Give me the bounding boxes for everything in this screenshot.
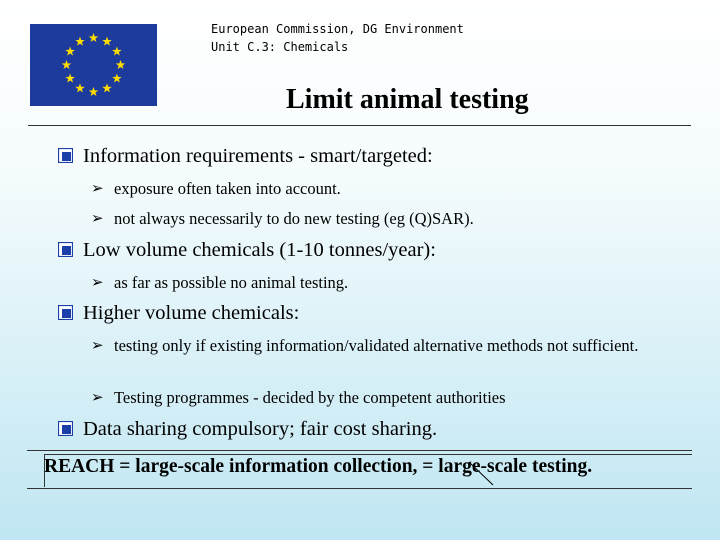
arrow-bullet-icon: ➢	[91, 338, 104, 354]
arrow-bullet-icon: ➢	[91, 181, 104, 197]
bullet-text: Low volume chemicals (1-10 tonnes/year):	[83, 239, 436, 261]
bullet-text: Information requirements - smart/targeted:	[83, 145, 433, 167]
sub-bullet-text: Testing programmes - decided by the competent authorities	[114, 388, 506, 407]
square-bullet-icon	[58, 305, 73, 320]
title-divider	[28, 125, 691, 126]
sub-bullet-text: exposure often taken into account.	[114, 179, 341, 198]
bullet-item	[58, 302, 299, 325]
sub-bullet-item	[91, 335, 654, 357]
sub-bullet-item	[91, 272, 654, 294]
square-bullet-icon	[58, 148, 73, 163]
conclusion-struck-equals: =	[422, 456, 434, 477]
slide-title: Limit animal testing	[286, 84, 529, 115]
sub-bullet-text: testing only if existing information/validated alternative methods not sufficient.	[114, 336, 639, 355]
bullet-item	[58, 145, 433, 168]
square-bullet-icon	[58, 421, 73, 436]
eu-flag-icon	[30, 24, 157, 106]
conclusion-text-after: large-scale testing.	[433, 456, 593, 477]
sub-bullet-item	[91, 387, 654, 409]
sub-bullet-text: as far as possible no animal testing.	[114, 273, 349, 292]
arrow-bullet-icon: ➢	[91, 275, 104, 291]
sub-bullet-text: not always necessarily to do new testing (eg (Q)SAR).	[114, 209, 474, 228]
sub-bullet-item	[91, 208, 654, 230]
bullet-item	[58, 418, 437, 441]
strike-slash-icon	[466, 460, 496, 486]
square-bullet-icon	[58, 242, 73, 257]
organization-unit: Unit C.3: Chemicals	[211, 40, 349, 54]
organization-header	[211, 20, 464, 56]
organization-name: European Commission, DG Environment	[211, 22, 464, 36]
bullet-text: Data sharing compulsory; fair cost sharing.	[83, 418, 438, 440]
sub-bullet-item	[91, 178, 654, 200]
conclusion-text-before: REACH = large-scale information collection,	[44, 456, 423, 477]
arrow-bullet-icon: ➢	[91, 390, 104, 406]
bullet-text: Higher volume chemicals:	[83, 302, 300, 324]
conclusion-statement	[44, 456, 592, 478]
arrow-bullet-icon: ➢	[91, 211, 104, 227]
bullet-item	[58, 239, 436, 262]
